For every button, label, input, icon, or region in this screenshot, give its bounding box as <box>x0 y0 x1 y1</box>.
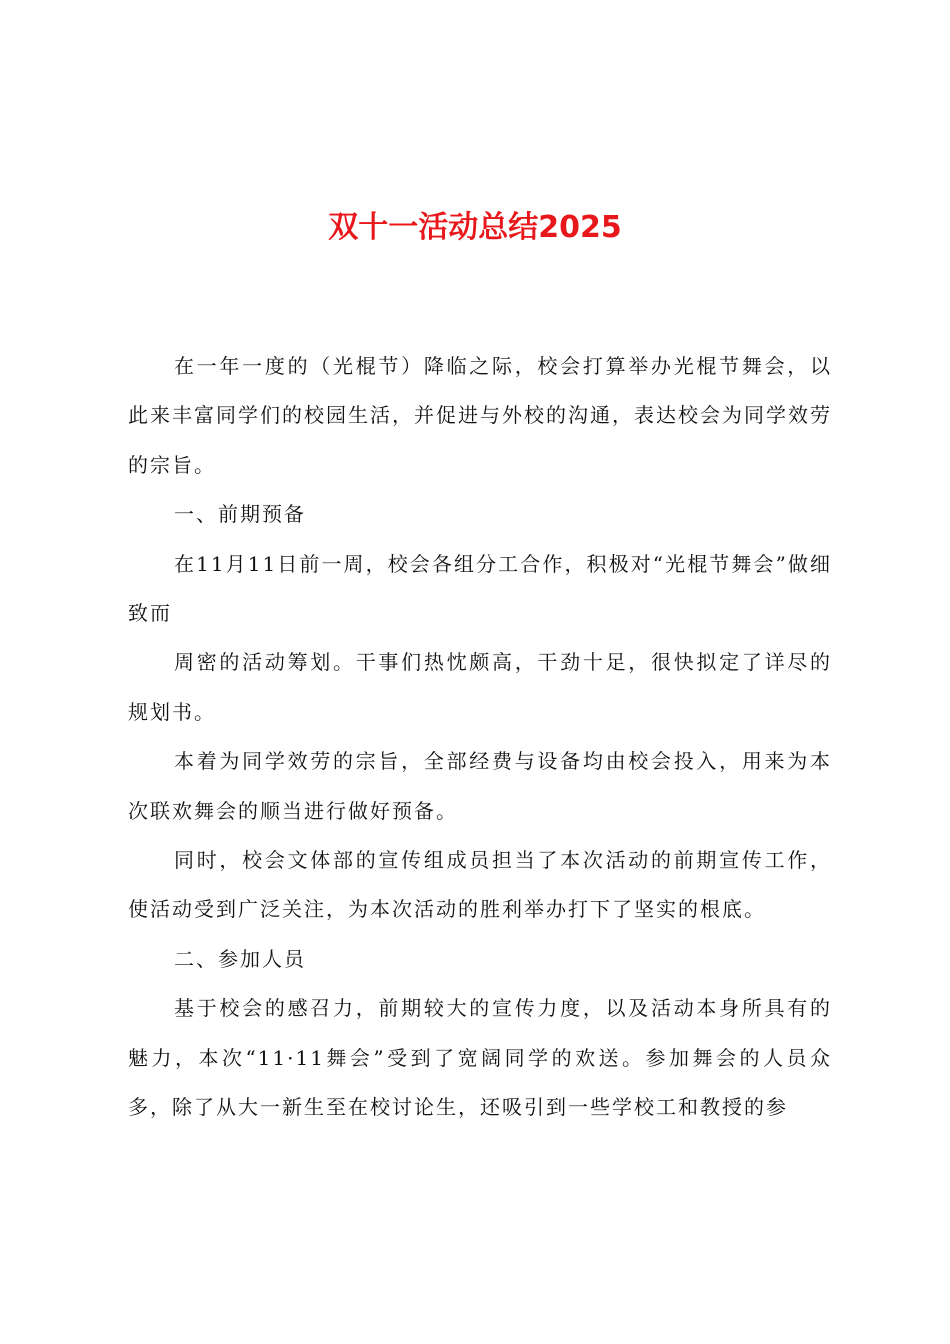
section-heading-preparation: 一、前期预备 <box>174 502 306 527</box>
paragraph-preparation-4: 同时，校会文体部的宣传组成员担当了本次活动的前期宣传工作，使活动受到广泛关注，为本次活动的胜利举办打下了坚实的根底。 <box>128 848 832 922</box>
paragraph-preparation-2: 周密的活动筹划。干事们热忱颇高，干劲十足，很快拟定了详尽的规划书。 <box>128 650 832 724</box>
document-title: 双十一活动总结2025 <box>328 210 622 245</box>
document-body <box>128 342 832 1133</box>
paragraph-participants-1: 基于校会的感召力，前期较大的宣传力度，以及活动本身所具有的魅力，本次“11·11舞会”受到了宽阔同学的欢送。参加舞会的人员众多，除了从大一新生至在校讨论生，还吸引到一些学校工和教授的参 <box>128 996 832 1120</box>
paragraph-preparation-1: 在11月11日前一周，校会各组分工合作，积极对“光棍节舞会”做细致而 <box>128 551 832 626</box>
section-heading-participants: 二、参加人员 <box>174 946 306 971</box>
paragraph-preparation-3: 本着为同学效劳的宗旨，全部经费与设备均由校会投入，用来为本次联欢舞会的顺当进行做好预备。 <box>128 749 832 823</box>
paragraph-intro: 在一年一度的（光棍节）降临之际，校会打算举办光棍节舞会，以此来丰富同学们的校园生活，并促进与外校的沟通，表达校会为同学效劳的宗旨。 <box>128 354 832 477</box>
